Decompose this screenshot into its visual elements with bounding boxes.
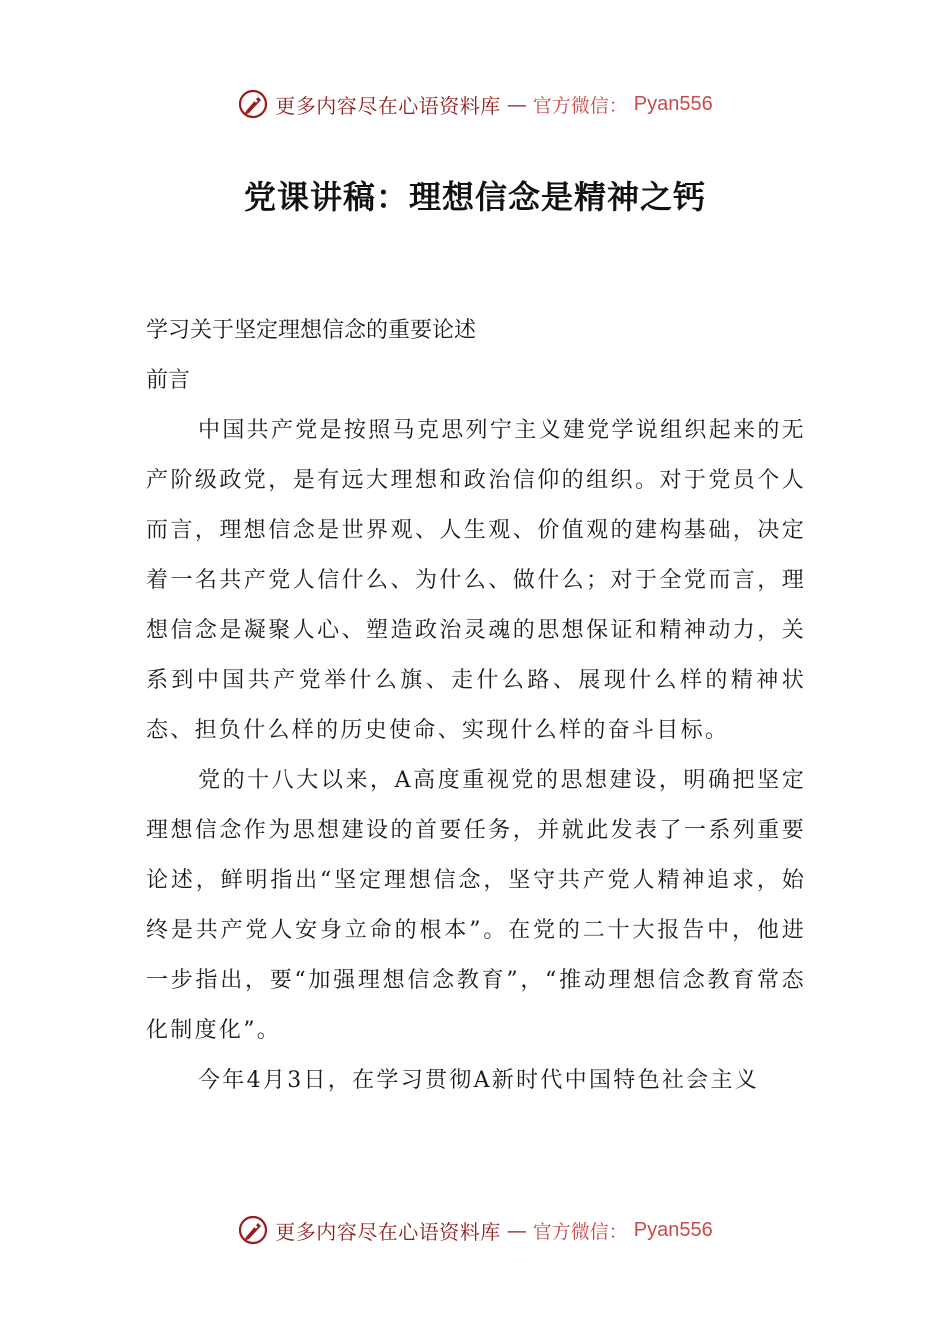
document-title: 党课讲稿：理想信念是精神之钙 xyxy=(243,178,706,216)
document-subtitle: 学习关于坚定理想信念的重要论述 xyxy=(146,318,477,343)
paragraph-2: 党的十八大以来，A高度重视党的思想建设，明确把坚定理想信念作为思想建设的首要任务，并就此发表了一系列重要论述，鲜明指出“坚定理想信念，坚守共产党人精神追求，始终是共产党人安身立命的根本”。在党的二十大报告中，他进一步指出，要“加强理想信念教育”，“推动理想信念教育常态化制度化”。 xyxy=(146,768,806,1043)
footer-banner xyxy=(0,1210,950,1250)
document-body xyxy=(146,306,806,1106)
banner-wechat-id: Pyan556 xyxy=(633,92,713,115)
header-banner xyxy=(0,84,950,124)
section-heading: 前言 xyxy=(146,368,191,393)
paragraph-1: 中国共产党是按照马克思列宁主义建党学说组织起来的无产阶级政党，是有远大理想和政治信仰的组织。对于党员个人而言，理想信念是世界观、人生观、价值观的建构基础，决定着一名共产党人信什么、为什么、做什么；对于全党而言，理想信念是凝聚人心、塑造政治灵魂的思想保证和精神动力，关系到中国共产党举什么旗、走什么路、展现什么样的精神状态、担负什么样的历史使命、实现什么样的奋斗目标。 xyxy=(146,418,806,743)
banner-separator: — xyxy=(506,92,527,116)
pen-nib-logo-icon xyxy=(237,1214,269,1246)
banner-wechat-label: 官方微信： xyxy=(532,94,628,117)
banner-library-text: 更多内容尽在心语资料库 xyxy=(275,93,501,118)
footer-wechat-label: 官方微信： xyxy=(532,1220,628,1243)
footer-separator: — xyxy=(506,1218,527,1242)
footer-library-text: 更多内容尽在心语资料库 xyxy=(275,1219,501,1244)
footer-wechat-id: Pyan556 xyxy=(633,1218,713,1241)
pen-nib-logo-icon xyxy=(237,88,269,120)
paragraph-3: 今年4月3日，在学习贯彻A新时代中国特色社会主义 xyxy=(198,1068,760,1093)
